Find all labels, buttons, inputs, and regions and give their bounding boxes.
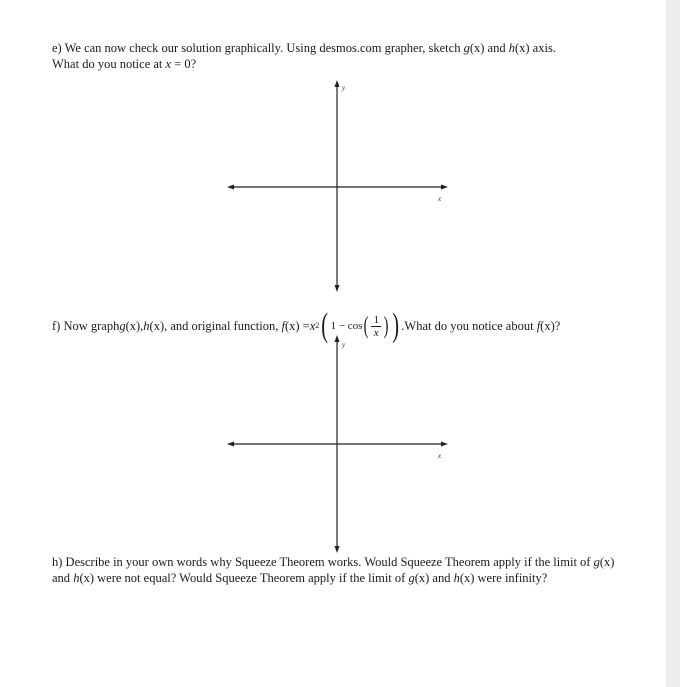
question-h — [52, 554, 627, 586]
h-var: h — [508, 41, 515, 55]
fraction-numerator: 1 — [373, 313, 379, 326]
x-equals-zero: = 0? — [171, 57, 197, 71]
right-paren-small: ) — [383, 313, 389, 339]
x-axis-label: x — [438, 195, 442, 203]
x-axis-right-arrow — [441, 442, 448, 447]
g-var: g — [593, 555, 600, 569]
question-e-text: e) We can now check our solution graphically. Using desmos.com grapher, sketch — [52, 41, 464, 55]
original-function-text: , and original function, — [164, 319, 279, 333]
f-arg: (x)? — [540, 319, 561, 333]
and-text: and — [484, 41, 509, 55]
graph-e-axes — [225, 78, 450, 292]
page-gutter — [666, 0, 680, 687]
g-arg: (x) — [125, 319, 141, 333]
y-axis-bottom-arrow — [335, 285, 340, 292]
question-h-mid: were not equal? Would Squeeze Theorem apply if the limit of — [94, 571, 409, 585]
question-e-line2: What do you notice at — [52, 57, 166, 71]
g-arg: (x) — [599, 555, 615, 569]
h-arg: (x) — [149, 319, 165, 333]
f-arg: (x) = — [284, 319, 310, 333]
g-var: g — [119, 319, 126, 333]
x-axis-label: x — [438, 452, 442, 460]
and-text: and — [52, 571, 74, 585]
h-var: h — [453, 571, 460, 585]
question-e — [52, 40, 627, 72]
y-axis-label: y — [342, 84, 346, 92]
notice-text: What do you notice about — [404, 319, 534, 333]
right-paren-big: ) — [392, 307, 400, 344]
axis-text: axis. — [529, 41, 556, 55]
question-f-text: f) Now graph — [52, 319, 120, 333]
fraction-denominator: x — [373, 326, 379, 339]
h-arg: (x) — [514, 41, 530, 55]
h-arg: (x) — [459, 571, 475, 585]
g-arg: (x) — [414, 571, 430, 585]
y-axis-label: y — [342, 341, 346, 349]
g-var: g — [408, 571, 415, 585]
x-axis-right-arrow — [441, 185, 448, 190]
g-arg: (x) — [469, 41, 485, 55]
comma: , — [140, 319, 144, 333]
graph-f-axes — [225, 333, 450, 553]
and-text: and — [429, 571, 454, 585]
x-var: x — [309, 319, 316, 333]
g-var: g — [463, 41, 470, 55]
x-axis-left-arrow — [227, 442, 234, 447]
y-axis-top-arrow — [335, 335, 340, 342]
left-paren-small: ( — [364, 313, 369, 339]
f-var: f — [281, 319, 285, 333]
f-var: f — [536, 319, 541, 333]
x-axis-left-arrow — [227, 185, 234, 190]
period: . — [401, 319, 405, 333]
one-minus-cos: 1 − cos — [330, 320, 363, 332]
h-var: h — [143, 319, 150, 333]
y-axis-top-arrow — [335, 80, 340, 87]
h-arg: (x) — [79, 571, 95, 585]
left-paren-big: ( — [321, 307, 329, 344]
h-var: h — [73, 571, 80, 585]
question-h-end: were infinity? — [474, 571, 548, 585]
exponent: 2 — [315, 321, 320, 330]
question-h-text: h) Describe in your own words why Squeeze Theorem works. Would Squeeze Theorem apply if the limit of — [52, 555, 594, 569]
x-var: x — [165, 57, 172, 71]
y-axis-bottom-arrow — [335, 546, 340, 553]
